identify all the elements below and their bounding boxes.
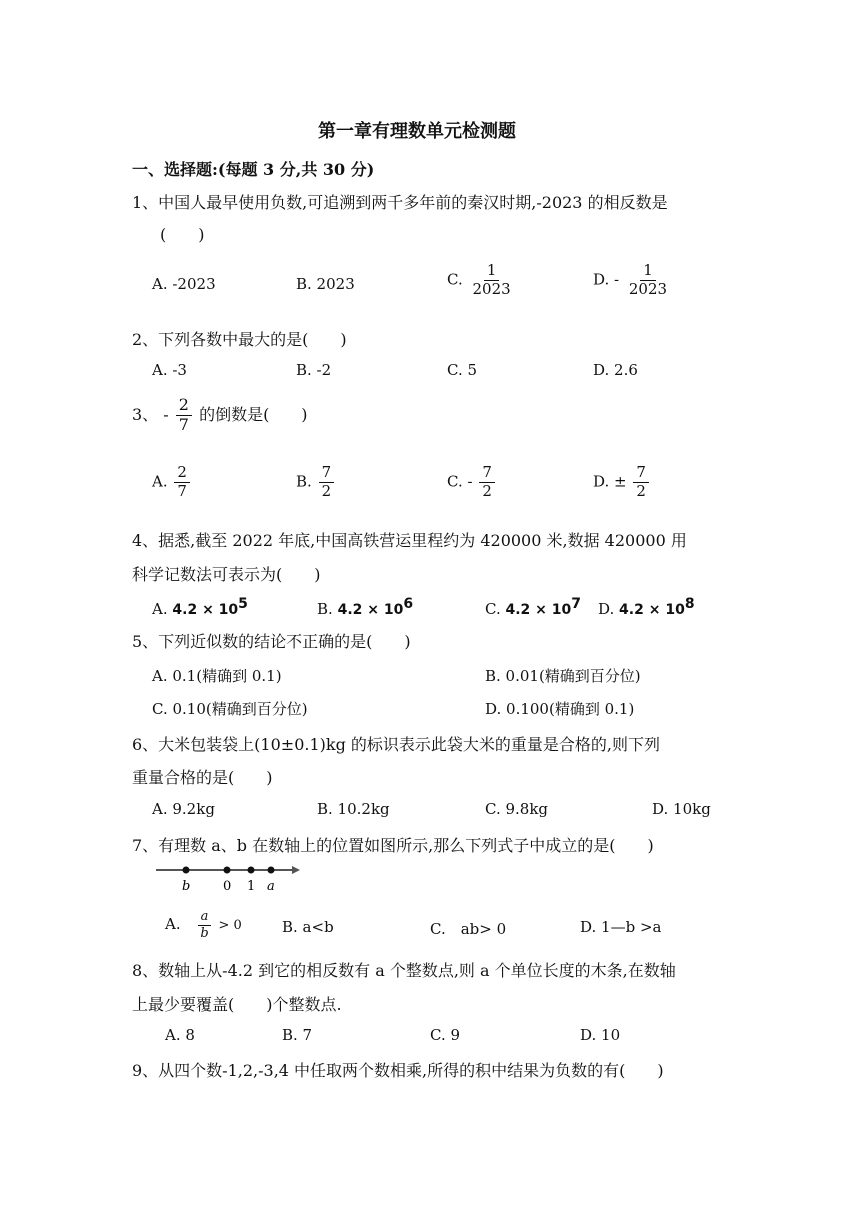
q4-option-b [317,596,413,618]
q4-option-c-exponent: 7 [571,596,582,612]
q3-option-b [296,465,336,500]
q1-option-c [447,263,516,298]
q4-option-c-base: 4.2 × 10 [505,602,572,618]
q3-option-c-label: C. - [447,472,473,491]
fraction-denominator: 7 [178,414,189,434]
fraction-numerator: 7 [479,465,495,483]
q8-option-b: B. 7 [282,1026,313,1044]
point-zero [224,867,231,874]
label-a: a [267,879,275,894]
q3-option-d-label: D. ± [593,472,627,491]
q1-option-b: B. 2023 [296,275,355,293]
q7-option-a-fraction [197,910,211,940]
q7-option-a-label: A. [165,915,181,934]
q4-option-d-label: D. [598,600,615,618]
label-one: 1 [247,879,256,894]
question-9-text: 9、从四个数-1,2,-3,4 中任取两个数相乘,所得的积中结果为负数的有( ) [132,1061,664,1080]
fraction-denominator: 2023 [472,279,511,298]
fraction-denominator: 7 [177,481,187,500]
question-6-line1: 6、大米包装袋上(10±0.1)kg 的标识表示此袋大米的重量是合格的,则下列 [132,735,660,754]
question-3-text [132,397,308,434]
fraction-numerator: 2 [174,465,190,483]
q6-option-c: C. 9.8kg [485,800,549,818]
fraction-numerator: 7 [633,465,649,483]
q3-option-a-fraction [174,465,190,500]
question-5-text: 5、下列近似数的结论不正确的是( ) [132,632,411,651]
q4-option-b-label: B. [317,600,333,618]
fraction-denominator: 2 [321,481,332,500]
q1-option-d [593,263,672,298]
q3-option-c-fraction [479,465,495,500]
q2-option-b: B. -2 [296,361,332,379]
q1-option-d-fraction [626,263,670,298]
q1-option-c-label: C. [447,270,463,289]
q5-option-d: D. 0.100(精确到 0.1) [485,700,635,718]
question-3-suffix: 的倒数是( ) [199,404,308,424]
q3-option-a [152,465,192,500]
q3-option-a-label: A. [152,472,168,491]
point-one [248,867,255,874]
question-6-line2: 重量合格的是( ) [132,768,273,787]
label-b: b [182,879,191,894]
q4-option-a-base: 4.2 × 10 [172,602,239,618]
q4-option-c-label: C. [485,600,501,618]
question-3-prefix: 3、 - [132,404,169,424]
question-1-blank: ( ) [160,225,205,244]
q2-option-c: C. 5 [447,361,478,379]
q2-option-a: A. -3 [152,361,187,379]
question-2-text: 2、下列各数中最大的是( ) [132,330,347,349]
fraction-denominator: 2023 [628,279,668,298]
fraction-numerator: 1 [640,263,656,281]
q7-option-d: D. 1—b >a [580,918,662,936]
question-8-line1: 8、数轴上从-4.2 到它的相反数有 a 个整数点,则 a 个单位长度的木条,在数轴 [132,961,676,980]
q8-option-c: C. 9 [430,1026,461,1044]
q7-option-c: C. ab> 0 [430,920,507,938]
point-a [268,867,275,874]
q4-option-b-exponent: 6 [403,596,414,612]
point-b [183,867,190,874]
question-3-fraction [176,397,192,434]
q1-option-a: A. -2023 [152,275,216,293]
fraction-numerator: 1 [484,263,500,281]
fraction-denominator: b [200,925,209,941]
q3-option-b-fraction [319,465,335,500]
q6-option-b: B. 10.2kg [317,800,390,818]
q5-option-a: A. 0.1(精确到 0.1) [152,667,282,685]
q4-option-a [152,596,248,618]
question-7-text: 7、有理数 a、b 在数轴上的位置如图所示,那么下列式子中成立的是( ) [132,836,654,855]
fraction-numerator: a [198,910,212,926]
q2-option-d: D. 2.6 [593,361,638,379]
number-line-figure [152,858,302,894]
q3-option-d-fraction [633,465,649,500]
q1-option-d-label: D. - [593,270,620,289]
q5-option-b: B. 0.01(精确到百分位) [485,667,641,685]
label-zero: 0 [223,879,232,894]
arrow-icon [292,866,300,874]
q4-option-d-exponent: 8 [684,596,695,612]
q8-option-a: A. 8 [165,1026,195,1044]
q8-option-d: D. 10 [580,1026,621,1044]
q4-option-a-label: A. [152,600,168,618]
question-8-line2: 上最少要覆盖( )个整数点. [132,995,342,1014]
q7-option-b: B. a<b [282,918,334,936]
q3-option-b-label: B. [296,472,312,491]
q4-option-b-base: 4.2 × 10 [337,602,404,618]
q4-option-d-base: 4.2 × 10 [619,602,685,618]
section-heading: 一、选择题:(每题 3 分,共 30 分) [132,160,375,179]
fraction-denominator: 2 [636,481,646,500]
q3-option-c [447,465,497,500]
question-1-text: 1、中国人最早使用负数,可追溯到两千多年前的秦汉时期,-2023 的相反数是 [132,193,668,212]
fraction-numerator: 2 [176,397,192,416]
q7-option-a-rest: > 0 [218,918,242,934]
q1-option-c-fraction [470,263,514,298]
q5-option-c: C. 0.10(精确到百分位) [152,700,308,718]
fraction-numerator: 7 [319,465,335,483]
fraction-denominator: 2 [482,481,492,500]
q6-option-d: D. 10kg [652,800,711,818]
q4-option-a-exponent: 5 [238,596,248,612]
q6-option-a: A. 9.2kg [152,800,215,818]
question-4-line2: 科学记数法可表示为( ) [132,565,321,584]
question-4-line1: 4、据悉,截至 2022 年底,中国高铁营运里程约为 420000 米,数据 420000 用 [132,531,687,550]
q7-option-a [165,910,242,940]
q3-option-d [593,465,651,500]
page-title: 第一章有理数单元检测题 [318,121,516,142]
q4-option-d [598,596,695,618]
q4-option-c [485,596,581,618]
